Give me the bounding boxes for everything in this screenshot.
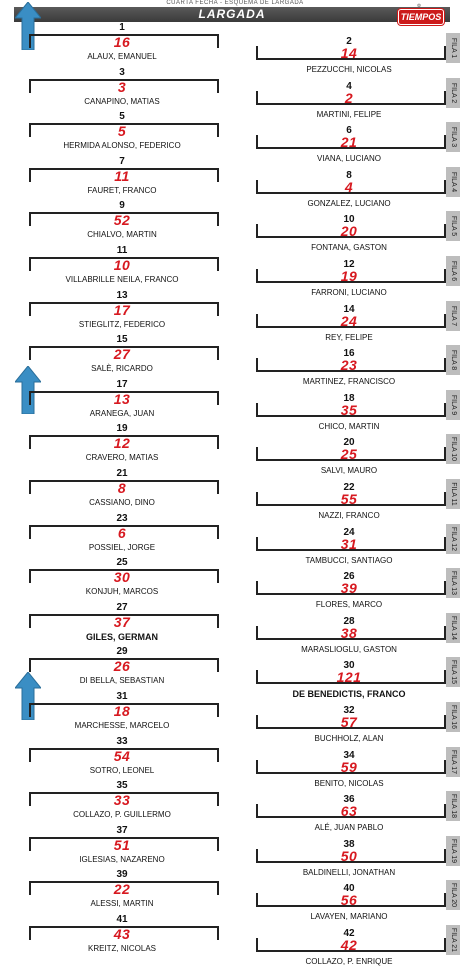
car-number: 11 (114, 167, 130, 184)
car-number: 27 (113, 346, 131, 363)
car-number: 17 (113, 301, 131, 318)
grid-position: 13 (116, 289, 128, 301)
driver-name: CASSIANO, DINO (89, 498, 155, 507)
grid-position: 23 (116, 512, 128, 524)
grid-slot (254, 81, 444, 125)
page-title: LARGADA (198, 7, 266, 21)
driver-name: FARRONI, LUCIANO (311, 288, 387, 297)
grid-position: 15 (116, 334, 128, 346)
grid-slot (27, 736, 217, 780)
grid-position: 10 (343, 214, 355, 226)
fila-label (446, 345, 460, 375)
grid-slot (27, 156, 217, 200)
grid-position: 30 (343, 660, 355, 672)
car-number: 2 (344, 89, 354, 106)
driver-name: VIANA, LUCIANO (316, 154, 381, 164)
grid-position: 7 (119, 155, 125, 167)
car-number: 6 (117, 524, 127, 541)
grid-position: 11 (116, 245, 128, 256)
grid-slot (27, 869, 217, 913)
grid-slot (27, 67, 217, 111)
fila-label (446, 925, 460, 955)
driver-name: CANAPINO, MATIAS (84, 96, 160, 106)
fila-label-text: FILA 10 (450, 437, 457, 462)
grid-position: 18 (343, 392, 355, 404)
grid-position: 41 (116, 914, 128, 925)
driver-name: FONTANA, GASTON (311, 243, 387, 253)
car-number: 8 (117, 480, 127, 496)
driver-name: PEZZUCCHI, NICOLAS (306, 65, 392, 74)
grid-slot (254, 883, 444, 927)
grid-slot (27, 200, 217, 244)
grid-position: 4 (346, 80, 352, 92)
car-number: 19 (340, 268, 358, 284)
car-number: 50 (340, 847, 358, 864)
car-number: 12 (113, 435, 131, 452)
grid-position: 36 (343, 794, 355, 806)
grid-position: 16 (343, 348, 355, 360)
car-number: 21 (340, 134, 358, 151)
logo-crown-icon: ♔ (416, 3, 422, 9)
car-number: 55 (340, 491, 358, 507)
fila-label (446, 524, 460, 554)
grid-position: 32 (343, 705, 355, 716)
grid-position: 33 (116, 735, 128, 747)
fila-label-text: FILA 20 (450, 883, 457, 908)
car-number: 13 (113, 390, 131, 407)
fila-label-text: FILA 17 (450, 749, 457, 774)
driver-name: CRAVERO, MATIAS (85, 453, 159, 463)
driver-name: ALESSI, MARTIN (90, 899, 154, 909)
fila-label (446, 657, 460, 687)
fila-label (446, 167, 460, 197)
driver-name: LAVAYEN, MARIANO (310, 912, 388, 922)
grid-position: 21 (116, 468, 128, 479)
car-number: 22 (113, 881, 131, 898)
car-number: 18 (113, 703, 131, 719)
driver-name: DI BELLA, SEBASTIAN (79, 676, 165, 686)
car-number: 20 (340, 223, 358, 240)
driver-name: GONZALEZ, LUCIANO (307, 198, 391, 208)
fila-label (446, 211, 460, 241)
fila-label (446, 613, 460, 643)
fila-label-text: FILA 3 (450, 127, 457, 148)
fila-label-text: FILA 19 (450, 838, 457, 863)
fila-label (446, 33, 460, 63)
grid-slot (27, 111, 217, 155)
fila-label-text: FILA 18 (450, 794, 457, 819)
driver-name: SOTRO, LEONEL (89, 765, 155, 775)
fila-label (446, 568, 460, 598)
page-subtitle: CUARTA FECHA - ESQUEMA DE LARGADA (166, 0, 304, 6)
grid-slot (27, 825, 217, 869)
fila-label-text: FILA 13 (450, 571, 457, 596)
grid-slot (254, 928, 444, 972)
grid-slot (254, 393, 444, 437)
driver-name: IGLESIAS, NAZARENO (79, 854, 165, 864)
fila-label (446, 791, 460, 821)
driver-name: HERMIDA ALONSO, FEDERICO (63, 141, 181, 151)
grid-position: 42 (343, 928, 355, 939)
grid-slot (27, 423, 217, 467)
fila-label (446, 702, 460, 732)
grid-position: 37 (116, 824, 128, 836)
grid-slot (27, 557, 217, 601)
driver-name: KREITZ, NICOLAS (87, 944, 156, 953)
car-number: 37 (113, 613, 131, 630)
grid-slot (27, 468, 217, 512)
car-number: 42 (340, 937, 358, 953)
fila-label (446, 836, 460, 866)
car-number: 121 (336, 669, 362, 686)
driver-name: FLORES, MARCO (315, 600, 383, 610)
car-number: 39 (340, 580, 358, 597)
grid-slot (254, 750, 444, 794)
car-number: 5 (117, 123, 127, 140)
grid-position: 39 (116, 869, 128, 881)
car-number: 23 (340, 357, 358, 374)
grid-slot (27, 513, 217, 557)
grid-slot (254, 214, 444, 258)
grid-slot (254, 571, 444, 615)
grid-position: 2 (346, 36, 352, 47)
car-number: 57 (340, 714, 358, 730)
car-number: 14 (340, 45, 358, 61)
car-number: 4 (344, 178, 354, 195)
fila-label (446, 880, 460, 910)
grid-slot (254, 259, 444, 303)
driver-name: FAURET, FRANCO (87, 185, 157, 195)
grid-position: 19 (116, 423, 128, 435)
driver-name: COLLAZO, P. ENRIQUE (305, 957, 393, 966)
car-number: 24 (340, 312, 358, 329)
grid-slot (27, 379, 217, 423)
car-number: 63 (340, 803, 358, 820)
fila-label-text: FILA 8 (450, 350, 457, 371)
grid-position: 25 (116, 557, 128, 569)
grid-slot (27, 691, 217, 735)
fila-label (446, 390, 460, 420)
fila-label-text: FILA 7 (450, 305, 457, 326)
fila-label (446, 301, 460, 331)
driver-name: BENITO, NICOLAS (314, 778, 384, 788)
driver-name: BUCHHOLZ, ALAN (314, 734, 384, 743)
driver-name: MARTINEZ, FRANCISCO (302, 377, 396, 387)
driver-name: CHIALVO, MARTIN (87, 230, 157, 240)
fila-label (446, 78, 460, 108)
car-number: 59 (340, 758, 358, 775)
grid-slot (254, 36, 444, 80)
grid-position: 9 (119, 200, 125, 212)
car-number: 54 (113, 747, 131, 764)
grid-slot (27, 22, 217, 66)
grid-slot (254, 527, 444, 571)
fila-label (446, 434, 460, 464)
driver-name: KONJUH, MARCOS (85, 587, 159, 597)
fila-label-text: FILA 5 (450, 216, 457, 237)
grid-position: 20 (343, 437, 355, 449)
car-number: 26 (113, 658, 131, 675)
fila-label (446, 747, 460, 777)
car-number: 25 (340, 446, 358, 463)
grid-slot (27, 334, 217, 378)
grid-slot (254, 616, 444, 660)
fila-label-text: FILA 16 (450, 704, 457, 730)
fila-label-text: FILA 12 (450, 526, 457, 551)
grid-position: 38 (343, 838, 355, 850)
car-number: 16 (113, 34, 131, 50)
car-number: 33 (113, 792, 131, 809)
grid-position: 40 (343, 883, 355, 895)
driver-name: VILLABRILLE NEILA, FRANCO (65, 275, 179, 284)
grid-slot (27, 646, 217, 690)
grid-position: 24 (343, 526, 355, 538)
grid-slot (27, 780, 217, 824)
grid-position: 28 (343, 615, 355, 627)
grid-slot (27, 290, 217, 334)
car-number: 31 (340, 535, 358, 552)
grid-position: 26 (343, 571, 355, 583)
fila-label (446, 256, 460, 286)
driver-name: SALVI, MAURO (320, 466, 378, 476)
driver-name: SALÈ, RICARDO (91, 364, 153, 374)
driver-name: COLLAZO, P. GUILLERMO (73, 810, 171, 820)
driver-name: STIEGLITZ, FEDERICO (78, 319, 166, 329)
driver-name: BALDINELLI, JONATHAN (302, 867, 396, 877)
grid-slot (254, 304, 444, 348)
fila-label (446, 122, 460, 152)
grid-slot (254, 660, 444, 704)
grid-slot (254, 839, 444, 883)
grid-position: 35 (116, 780, 128, 792)
car-number: 56 (340, 892, 358, 909)
grid-slot (27, 914, 217, 958)
grid-slot (254, 482, 444, 526)
driver-name: CHICO, MARTIN (318, 421, 380, 431)
grid-position: 14 (343, 303, 355, 315)
grid-position: 8 (346, 169, 352, 181)
car-number: 10 (113, 257, 131, 273)
driver-name: DE BENEDICTIS, FRANCO (292, 689, 406, 700)
fila-label-text: FILA 9 (450, 394, 457, 415)
car-number: 52 (113, 212, 131, 229)
fila-label-text: FILA 11 (450, 482, 457, 506)
grid-slot (254, 437, 444, 481)
grid-slot (254, 170, 444, 214)
grid-position: 17 (116, 378, 128, 390)
grid-position: 5 (119, 111, 125, 123)
grid-position: 1 (119, 22, 125, 33)
driver-name: ALÉ, JUAN PABLO (314, 823, 384, 833)
grid-position: 3 (119, 66, 125, 78)
tiempos-logo (396, 4, 444, 24)
driver-name: ALAUX, EMANUEL (87, 52, 157, 61)
car-number: 30 (113, 569, 131, 586)
driver-name: MARASLIOGLU, GASTON (301, 644, 397, 654)
fila-label-text: FILA 15 (450, 660, 457, 685)
fila-label-text: FILA 1 (450, 37, 457, 59)
fila-label-text: FILA 4 (450, 171, 457, 192)
driver-name: MARTINI, FELIPE (316, 109, 382, 119)
grid-slot (254, 348, 444, 392)
grid-position: 31 (116, 691, 128, 702)
driver-name: POSSIEL, JORGE (88, 542, 156, 552)
car-number: 51 (113, 836, 131, 853)
grid-slot (254, 794, 444, 838)
fila-label-text: FILA 21 (450, 927, 457, 953)
fila-label-text: FILA 2 (450, 82, 457, 103)
grid-slot (254, 125, 444, 169)
driver-name: ARANEGA, JUAN (89, 408, 155, 418)
grid-position: 34 (343, 749, 355, 761)
grid-slot (27, 245, 217, 289)
driver-name: REY, FELIPE (325, 332, 373, 342)
driver-name: NAZZI, FRANCO (318, 511, 380, 520)
logo-text: TIEMPOS (398, 9, 444, 25)
grid-position: 6 (346, 125, 352, 137)
driver-name: MARCHESSE, MARCELO (74, 721, 170, 730)
fila-label-text: FILA 6 (450, 260, 457, 282)
car-number: 38 (340, 624, 358, 641)
car-number: 43 (113, 926, 131, 942)
grid-position: 29 (116, 646, 128, 658)
car-number: 3 (117, 78, 127, 95)
grid-position: 27 (116, 601, 128, 613)
fila-label (446, 479, 460, 509)
grid-position: 12 (343, 259, 355, 270)
driver-name: GILES, GERMAN (85, 631, 158, 642)
driver-name: TAMBUCCI, SANTIAGO (305, 555, 393, 565)
grid-slot (254, 705, 444, 749)
grid-position: 22 (343, 482, 355, 493)
grid-slot (27, 602, 217, 646)
car-number: 35 (340, 401, 358, 418)
fila-label-text: FILA 14 (450, 615, 457, 640)
